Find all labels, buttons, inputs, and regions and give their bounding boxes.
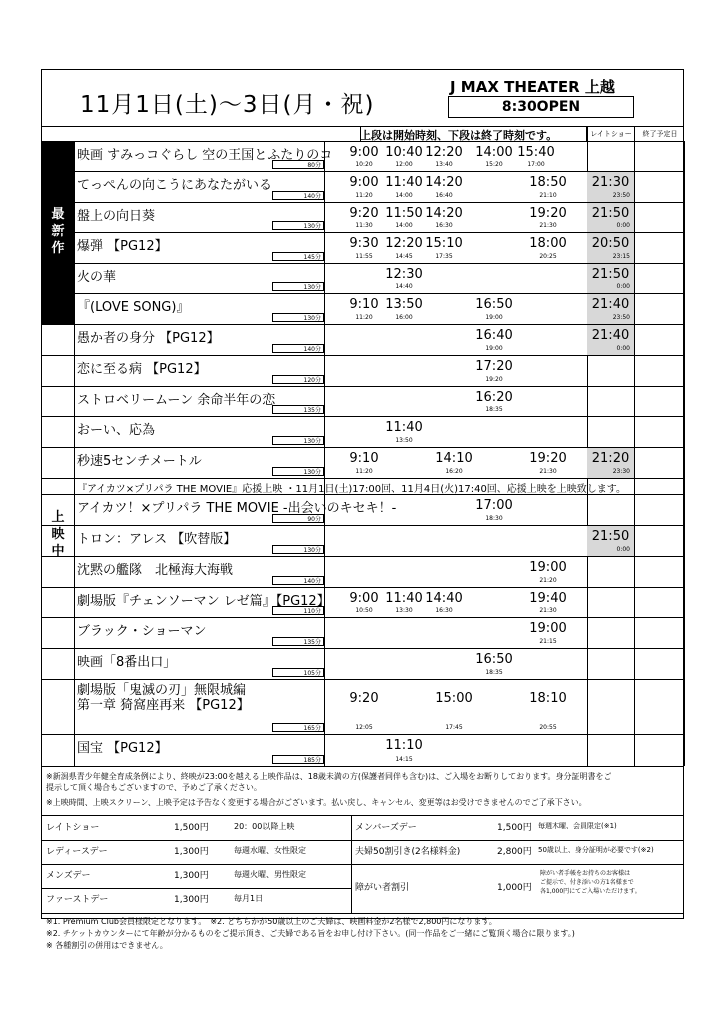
duration: 120分 [272,375,324,384]
price-line [41,815,684,816]
showtime-start: 16:50 [475,652,513,667]
price-name: メンバーズデー [355,823,417,833]
duration: 140分 [272,191,324,200]
movie-title: 沈黙の艦隊 北極海大海戦 [77,563,234,578]
showtime-end: 16:20 [445,468,463,475]
showtime-end: 21:30 [539,468,557,475]
movie-title: トロン：アレス 【吹替版】 [77,532,237,547]
movie-title: 火の華 [77,270,117,285]
duration: 140分 [272,344,324,353]
showtime-start: 9:20 [349,691,379,706]
price-name: レイトショー [46,823,100,833]
footnote-2: ※2. チケットカウンターにて年齢が分かるものをご提示頂き、ご夫婦である旨をお申し付け下さい。(同一作品をご一緒にご覧頂く場合に限ります。) [46,929,575,938]
movie-title: おーい、応為 [77,423,156,438]
showtime-start: 14:40 [425,591,463,606]
late-show-start: 21:50 [591,529,630,544]
movie-title: 映画 すみっコぐらし 空の王国とふたりのコ [77,148,333,163]
late-show-start: 21:50 [591,206,630,221]
open-time: 8:30OPEN [448,96,634,118]
price-condition: 各1,000円にてご入場いただけます。 [540,888,641,895]
late-show-start: 21:30 [591,175,630,190]
showtime-end: 16:30 [435,222,453,229]
showtime-end: 18:35 [485,669,503,676]
showtime-end: 18:30 [485,515,503,522]
duration: 105分 [272,668,324,677]
showtime-end: 17:45 [445,724,463,731]
duration: 140分 [272,576,324,585]
movie-title: ブラック・ショーマン [77,624,207,639]
movie-title: 爆弾 【PG12】 [77,239,168,254]
late-show-header: レイトショー [586,127,635,141]
duration: 130分 [272,467,324,476]
duration: 145分 [272,252,324,261]
row-line [41,556,684,557]
showtime-end: 21:30 [539,607,557,614]
duration: 130分 [272,436,324,445]
showtime-end: 11:20 [355,314,373,321]
showtime-start: 13:50 [385,297,423,312]
duration: 130分 [272,313,324,322]
price-name: メンズデー [46,871,91,881]
movie-title: アイカツ！×プリパラ THE MOVIE -出会いのキセキ！- [77,501,397,516]
showtime-end: 14:45 [395,253,413,260]
note-1: ※新潟県青少年健全育成条例により、終映が23:00を越える上映作品は、18歳未満の方(保護者同伴も含む)は、ご入場をお断りしております。身分証明書をご [46,772,612,781]
duration: 130分 [272,282,324,291]
price-condition: 障がい者手帳をお持ちのお客様は [540,870,631,877]
showtime-end: 14:00 [395,222,413,229]
price-condition: ご提示で、付き添いの方1名様まで [540,879,634,886]
grid-vline [324,141,325,766]
showtime-start: 11:40 [385,591,423,606]
late-show-end: 0:00 [616,546,630,553]
showtime-start: 17:20 [475,359,513,374]
showtime-start: 9:30 [349,236,379,251]
showtime-end: 13:40 [435,161,453,168]
movie-title: 国宝 【PG12】 [77,741,168,756]
showtime-start: 19:40 [529,591,567,606]
showtime-end: 20:25 [539,253,557,260]
category-current [42,324,74,766]
showtime-end: 11:30 [355,222,373,229]
row-line [41,766,684,767]
showtime-end: 12:05 [355,724,373,731]
late-show-end: 0:00 [616,345,630,352]
showtime-end: 14:40 [395,283,413,290]
date-range: 11月1日(土)～3日(月・祝) [80,92,375,118]
showtime-end: 16:30 [435,607,453,614]
late-show-end: 0:00 [616,222,630,229]
showtime-start: 19:20 [529,451,567,466]
movie-title: てっぺんの向こうにあなたがいる [77,178,273,193]
end-date-header: 終了予定日 [634,127,685,141]
showtime-start: 19:00 [529,621,567,636]
showtime-start: 12:30 [385,267,423,282]
duration: 185分 [272,755,324,764]
late-show-start: 20:50 [591,236,630,251]
duration: 80分 [272,160,324,169]
grid-vline [587,126,588,141]
late-show-start: 21:40 [591,297,630,312]
row-line [41,587,684,588]
duration: 90分 [272,514,324,523]
footnote-1: ※1. Premium Club会員様限定となります。 ※2. どちらかが50歳以上のご夫婦は、映画料金が2名様で2,800円になります。 [46,917,497,926]
showtime-start: 16:20 [475,390,513,405]
price-amount: 1,300円 [174,871,209,881]
price-amount: 1,500円 [497,823,532,833]
showtime-start: 14:20 [425,175,463,190]
showtime-end: 19:00 [485,314,503,321]
price-condition: 毎週木曜、会員限定(※1) [538,822,617,830]
price-amount: 1,300円 [174,847,209,857]
showtime-end: 21:15 [539,638,557,645]
note-2: 提示して頂く場合もございますので、予めご了承ください。 [46,783,262,792]
grid-vline [634,141,635,766]
showtime-end: 21:20 [539,577,557,584]
showtime-start: 9:10 [349,451,379,466]
price-condition: 20：00以降上映 [234,822,295,831]
late-show-end: 23:50 [612,192,630,199]
movie-title: 愚か者の身分 【PG12】 [77,331,220,346]
movie-title-line2: 第一章 猗窩座再来 【PG12】 [77,698,250,713]
showtime-start: 15:40 [517,145,555,160]
price-line [41,840,351,841]
duration: 135分 [272,637,324,646]
movie-title: 恋に至る病 【PG12】 [77,362,207,377]
showtime-end: 13:30 [395,607,413,614]
showtime-start: 16:40 [475,328,513,343]
showtime-start: 11:10 [385,738,423,753]
late-show-end: 23:30 [612,468,630,475]
price-condition: 毎週火曜、男性限定 [234,870,306,879]
category-new-label: 最新作 [51,207,65,256]
late-show-start: 21:40 [591,328,630,343]
showtime-start: 12:20 [425,145,463,160]
support-screening-banner: 『アイカツ×プリパラ THE MOVIE』応援上映 ・11月1日(土)17:00回、11月4日(火)17:40回、応援上映を上映致します。 [77,484,627,495]
showtime-end: 16:40 [435,192,453,199]
row-line [41,141,684,142]
duration: 110分 [272,606,324,615]
price-name: レディースデー [46,847,108,857]
grid-vline [684,141,685,766]
showtime-start: 14:20 [425,206,463,221]
showtime-start: 11:40 [385,175,423,190]
duration: 130分 [272,545,324,554]
theater-name: J MAX THEATER 上越 [450,78,615,96]
showtime-start: 9:00 [349,175,379,190]
price-line [41,864,351,865]
showtime-end: 14:15 [395,756,413,763]
showtime-end: 10:50 [355,607,373,614]
price-amount: 1,000円 [497,883,532,893]
showtime-start: 10:40 [385,145,423,160]
showtime-end: 15:20 [485,161,503,168]
category-current-label: 上映中 [51,510,65,559]
showtime-start: 12:20 [385,236,423,251]
late-show-end: 23:50 [612,314,630,321]
row-line [41,734,684,735]
price-name: 夫婦50割引き(2名様料金) [355,847,461,857]
showtime-end: 14:00 [395,192,413,199]
showtime-start: 9:00 [349,145,379,160]
price-name: 障がい者割引 [355,883,410,893]
showtime-start: 9:20 [349,206,379,221]
showtime-end: 19:20 [485,376,503,383]
price-condition: 50歳以上、身分証明が必要です(※2) [538,846,654,854]
showtime-start: 16:50 [475,297,513,312]
duration: 165分 [272,723,324,732]
showtime-start: 11:40 [385,420,423,435]
price-line [351,840,684,841]
showtime-end: 18:35 [485,406,503,413]
showtime-start: 14:00 [475,145,513,160]
showtime-start: 14:10 [435,451,473,466]
row-line [41,617,684,618]
duration: 135分 [272,405,324,414]
showtime-end: 10:20 [355,161,373,168]
showtime-start: 18:10 [529,691,567,706]
showtime-end: 21:10 [539,192,557,199]
price-vline [351,815,352,913]
movie-title: 秒速5センチメートル [77,454,202,469]
duration: 130分 [272,221,324,230]
showtime-end: 11:20 [355,192,373,199]
showtime-start: 15:00 [435,691,473,706]
grid-vline [360,126,361,141]
row-line [41,355,684,356]
late-show-start: 21:20 [591,451,630,466]
grid-vline [74,141,75,766]
row-line [41,416,684,417]
row-line [41,679,684,680]
row-line [41,386,684,387]
movie-title: 劇場版「鬼滅の刃」無限城編 [77,683,247,698]
showtime-start: 9:00 [349,591,379,606]
showtime-end: 11:55 [355,253,373,260]
row-line [41,648,684,649]
showtime-end: 21:30 [539,222,557,229]
price-amount: 1,300円 [174,895,209,905]
grid-vline [634,126,635,141]
showtime-start: 19:00 [529,560,567,575]
movie-title: 映画「8番出口」 [77,655,177,670]
price-line [351,864,684,865]
price-amount: 2,800円 [497,847,532,857]
showtime-start: 17:00 [475,498,513,513]
showtime-start: 15:10 [425,236,463,251]
price-condition: 毎月1日 [234,894,264,903]
showtime-end: 16:00 [395,314,413,321]
footnote-3: ※ 各種割引の併用はできません。 [46,941,168,950]
movie-title: ストロベリームーン 余命半年の恋 [77,393,276,408]
movie-title: 劇場版『チェンソーマン レゼ篇』【PG12】 [77,594,330,609]
row-line [41,478,684,479]
late-show-end: 0:00 [616,283,630,290]
showtime-end: 20:55 [539,724,557,731]
showtime-end: 11:20 [355,468,373,475]
price-line [41,913,684,914]
movie-title: 『(LOVE SONG)』 [77,300,190,315]
movie-title: 盤上の向日葵 [77,209,156,224]
showtime-end: 19:00 [485,345,503,352]
price-condition: 毎週水曜、女性限定 [234,846,306,855]
showtime-end: 13:50 [395,437,413,444]
showtime-end: 17:00 [527,161,545,168]
showtime-start: 9:10 [349,297,379,312]
showtime-start: 18:00 [529,236,567,251]
late-show-end: 23:15 [612,253,630,260]
price-amount: 1,500円 [174,823,209,833]
showtime-end: 12:00 [395,161,413,168]
price-name: ファーストデー [46,895,109,905]
late-show-start: 21:50 [591,267,630,282]
showtime-start: 11:50 [385,206,423,221]
header-note: 上段は開始時刻、下段は終了時刻です。 [360,129,558,142]
price-line [41,888,351,889]
showtime-start: 18:50 [529,175,567,190]
showtime-start: 19:20 [529,206,567,221]
note-3: ※上映時間、上映スクリーン、上映予定は予告なく変更する場合がございます。払い戻し、キャンセル、変更等はお受けできませんのでご了承下さい。 [46,798,587,807]
showtime-end: 17:35 [435,253,453,260]
